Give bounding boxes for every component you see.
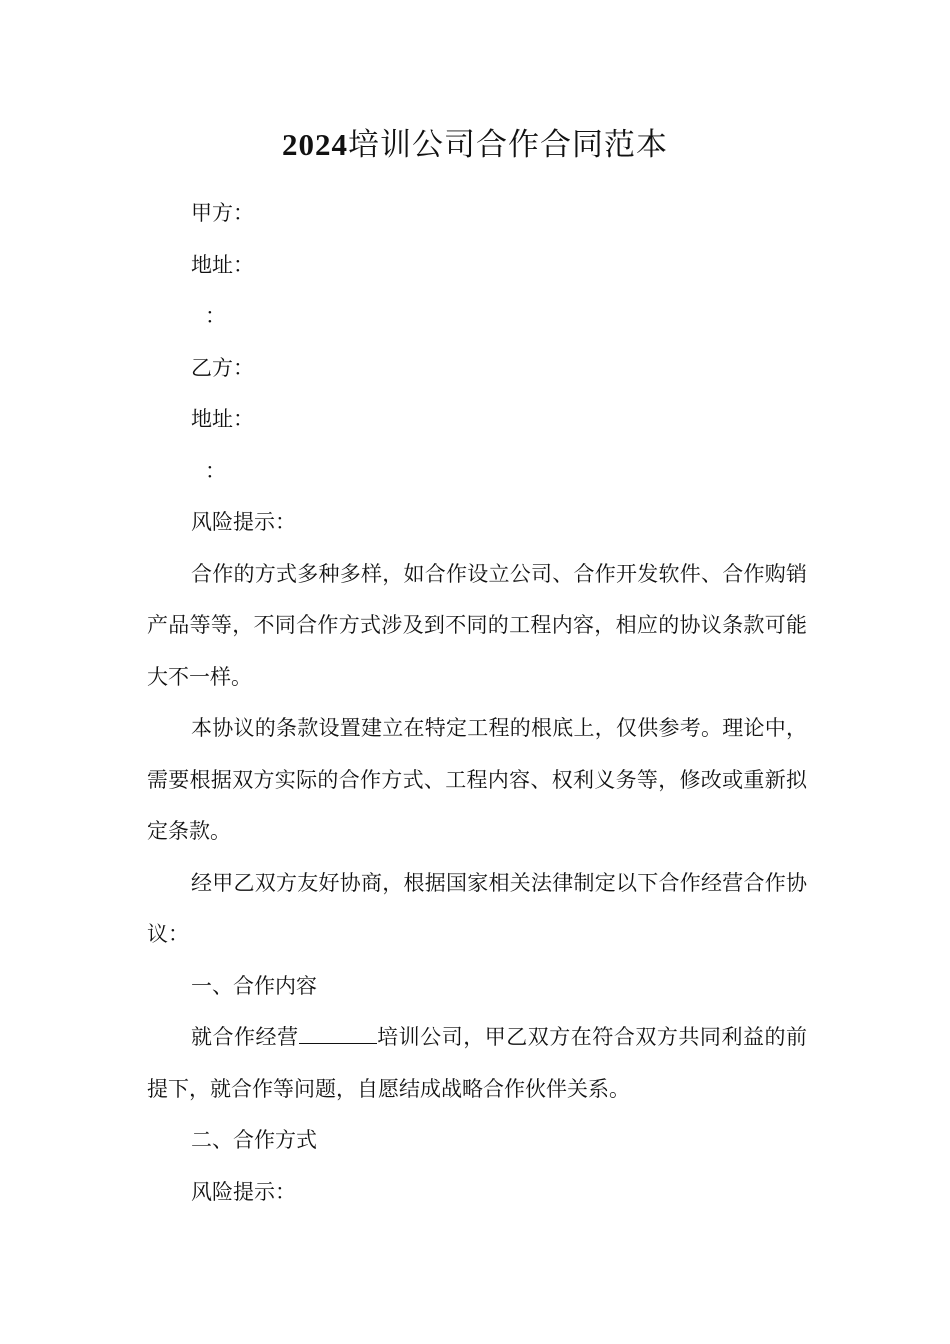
paragraph-cooperation-modes: 合作的方式多种多样，如合作设立公司、合作开发软件、合作购销产品等等，不同合作方式涉及到不同的工程内容，相应的协议条款可能大不一样。 xyxy=(147,561,807,689)
fill-in-blank xyxy=(299,1025,377,1044)
title-text: 培训公司合作合同范本 xyxy=(348,127,668,163)
risk-tip-heading-2: 风险提示： xyxy=(191,1179,296,1204)
party-a-extra-field: ： xyxy=(205,304,226,328)
party-b-label: 乙方： xyxy=(191,355,254,380)
party-b-extra-field: ： xyxy=(205,458,226,483)
paragraph-suffix: 培训公司，甲乙双方在符合双方共同利益的前提下，就合作等问题，自愿结成战略合作伙伴关系。 xyxy=(147,1025,808,1101)
document-body xyxy=(147,188,807,1218)
section-heading-method: 二、合作方式 xyxy=(191,1128,317,1152)
title-year: 2024 xyxy=(282,127,348,162)
section-heading-content: 一、合作内容 xyxy=(191,973,317,998)
paragraph-prefix: 就合作经营 xyxy=(191,1025,299,1049)
party-b-address: 地址： xyxy=(191,407,254,431)
risk-tip-heading: 风险提示： xyxy=(191,510,296,534)
party-a-address: 地址： xyxy=(191,252,254,277)
paragraph-clause-reference: 本协议的条款设置建立在特定工程的根底上，仅供参考。理论中，需要根据双方实际的合作方式、工程内容、权利义务等，修改或重新拟定条款。 xyxy=(147,716,807,843)
party-a-label: 甲方： xyxy=(191,201,254,225)
document-title xyxy=(0,122,950,168)
paragraph-agreement-intro: 经甲乙双方友好协商，根据国家相关法律制定以下合作经营合作协议： xyxy=(147,870,807,946)
paragraph-cooperation-content xyxy=(147,1012,807,1115)
